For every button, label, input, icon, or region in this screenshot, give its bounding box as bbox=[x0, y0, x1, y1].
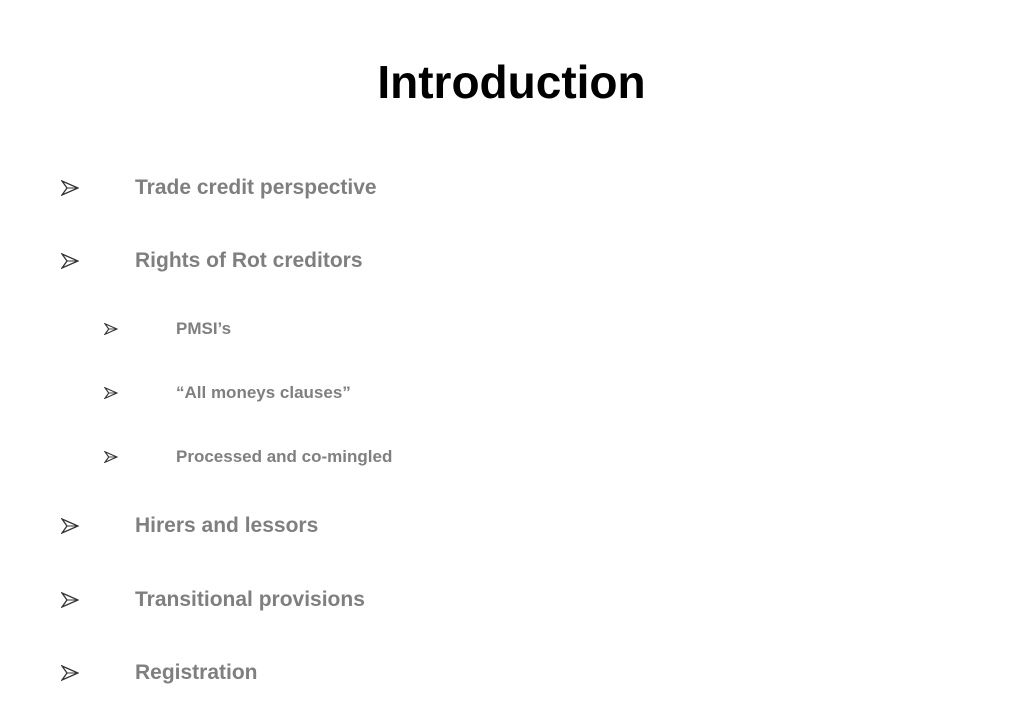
bullet-text: Processed and co-mingled bbox=[176, 447, 393, 466]
bullet-item bbox=[0, 246, 1023, 276]
slide-title: Introduction bbox=[377, 56, 646, 108]
bullet-text: Registration bbox=[135, 661, 258, 684]
bullet-text: Trade credit perspective bbox=[135, 176, 377, 199]
arrowhead-bullet-icon bbox=[61, 253, 79, 269]
arrowhead-bullet-icon bbox=[104, 451, 118, 463]
bullet-item bbox=[0, 658, 1023, 688]
arrowhead-bullet-icon bbox=[104, 387, 118, 399]
bullet-text: Rights of Rot creditors bbox=[135, 249, 363, 272]
bullet-text: “All moneys clauses” bbox=[176, 383, 351, 402]
bullet-text: Transitional provisions bbox=[135, 588, 365, 611]
arrowhead-bullet-icon bbox=[61, 592, 79, 608]
bullet-item bbox=[0, 511, 1023, 541]
sub-bullet-item bbox=[0, 378, 1023, 408]
bullet-item bbox=[0, 585, 1023, 615]
sub-bullet-item bbox=[0, 442, 1023, 472]
arrowhead-bullet-icon bbox=[61, 180, 79, 196]
arrowhead-bullet-icon bbox=[104, 323, 118, 335]
bullet-text: Hirers and lessors bbox=[135, 514, 319, 537]
bullet-text: PMSI’s bbox=[176, 319, 232, 338]
arrowhead-bullet-icon bbox=[61, 518, 79, 534]
sub-bullet-item bbox=[0, 314, 1023, 344]
arrowhead-bullet-icon bbox=[61, 665, 79, 681]
bullet-item bbox=[0, 173, 1023, 203]
